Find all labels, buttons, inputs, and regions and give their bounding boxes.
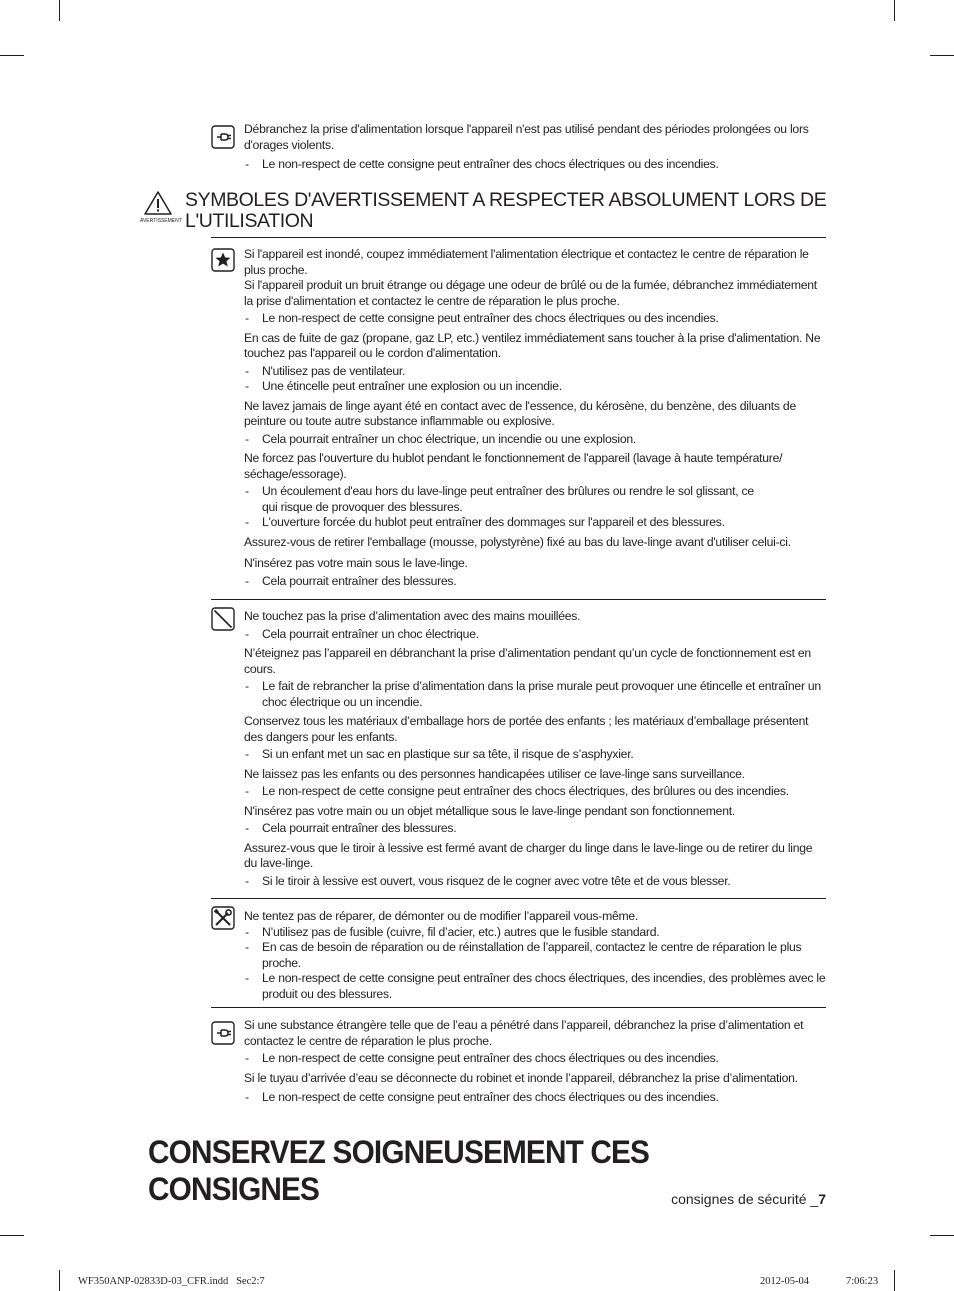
instruction: Si l'appareil produit un bruit étrange ou dégage une odeur de brûlé ou de la fumée, débranchez immédiatement la prise d'alimentation et contactez le centre de réparation le plus proche. [244, 278, 817, 308]
crop-mark [0, 55, 24, 56]
divider [211, 1007, 826, 1008]
instruction: Si une substance étrangère telle que de l’eau a pénétré dans l’appareil, débranchez la prise d’alimentation et contactez le centre de réparation le plus proche. [244, 1018, 804, 1048]
slug-time: 7:06:23 [846, 1276, 879, 1287]
instruction: En cas de fuite de gaz (propane, gaz LP, etc.) ventilez immédiatement sans toucher à la prise d'alimentation. Ne touchez pas l'appareil ou le cordon d'alimentation. [244, 330, 821, 360]
instruction: Assurez-vous de retirer l'emballage (mousse, polystyrène) fixé au bas du lave-linge avant d'utiliser celui-ci. [244, 534, 791, 549]
instruction: Ne lavez jamais de linge ayant été en contact avec de l'essence, du kérosène, du benzène, des diluants de peinture ou toute autre substance inflammable ou explosive. [244, 398, 796, 428]
instruction: Conservez tous les matériaux d’emballage hors de portée des enfants ; les matériaux d’emballage présentent des dangers pour les enfants. [244, 714, 809, 744]
bullet-item: - Le non-respect de cette consigne peut entraîner des chocs électriques ou des incendies. [244, 1051, 826, 1067]
section-heading: SYMBOLES D'AVERTISSEMENT A RESPECTER ABSOLUMENT LORS DE L'UTILISATION [185, 189, 827, 232]
bullet-item: - Le non-respect de cette consigne peut entraîner des chocs électriques ou des incendies. [244, 1090, 826, 1106]
instruction: Si le tuyau d’arrivée d’eau se déconnecte du robinet et inonde l’appareil, débranchez la prise d’alimentation. [244, 1070, 798, 1085]
page-number: 7 [818, 1191, 826, 1207]
warning-label: AVERTISSEMENT [140, 218, 182, 224]
bullet-item: - N’utilisez pas de fusible (cuivre, fil d’acier, etc.) autres que le fusible standard. [244, 925, 826, 941]
bullet-item: - N'utilisez pas de ventilateur. [244, 364, 826, 380]
instruction: N’éteignez pas l’appareil en débranchant la prise d’alimentation pendant qu’un cycle de fonctionnement est en cours. [244, 646, 811, 676]
repair-tools-icon [211, 906, 235, 930]
instruction: N'insérez pas votre main ou un objet métallique sous le lave-linge pendant son fonctionnement. [244, 803, 736, 818]
bullet-item: - Un écoulement d'eau hors du lave-linge peut entraîner des brûlures ou rendre le sol glissant, ce qui risque de provoquer des blessures. [244, 484, 762, 515]
prohibit-block-text [244, 609, 826, 889]
bullet-item: - Si le tiroir à lessive est ouvert, vous risquez de le cogner avec votre tête et de vous blesser. [244, 874, 826, 890]
instruction: Ne touchez pas la prise d’alimentation avec des mains mouillées. [244, 609, 581, 623]
divider [211, 898, 826, 899]
instruction: Ne forcez pas l'ouverture du hublot pendant le fonctionnement de l'appareil (lavage à haute température/ séchage/essorage). [244, 451, 783, 481]
bullet-item: - Le non-respect de cette consigne peut entraîner des chocs électriques, des brûlures ou des incendies. [244, 784, 826, 800]
star-icon [211, 248, 235, 272]
crop-mark [894, 1270, 895, 1291]
section-name: consignes de sécurité _ [671, 1191, 819, 1207]
instruction: Ne tentez pas de réparer, de démonter ou de modifier l’appareil vous-même. [244, 909, 639, 923]
warning-triangle-icon [144, 191, 172, 215]
unplug-icon [211, 1021, 235, 1045]
instruction: N'insérez pas votre main sous le lave-linge. [244, 556, 468, 570]
crop-mark [894, 0, 895, 21]
crop-mark [0, 1235, 24, 1236]
instruction: Si l'appareil est inondé, coupez immédiatement l'alimentation électrique et contactez le centre de réparation le plus proche. [244, 247, 809, 277]
slug-date: 2012-05-04 [760, 1276, 809, 1287]
bullet-item: - Le non-respect de cette consigne peut entraîner des chocs électriques ou des incendies. [244, 157, 826, 173]
crop-mark [930, 55, 954, 56]
bullet-item: - Si un enfant met un sac en plastique sur sa tête, il risque de s’asphyxier. [244, 747, 826, 763]
bullet-item: - Cela pourrait entraîner un choc électrique, un incendie ou une explosion. [244, 432, 826, 448]
bullet-item: - Cela pourrait entraîner des blessures. [244, 821, 826, 837]
divider [211, 237, 826, 238]
unplug-icon [211, 125, 235, 149]
bullet-item: - Cela pourrait entraîner un choc électrique. [244, 627, 826, 643]
bullet-item: - Une étincelle peut entraîner une explosion ou un incendie. [244, 379, 826, 395]
repair-block-text [244, 909, 826, 1002]
bullet-item: - Le fait de rebrancher la prise d’alimentation dans la prise murale peut provoquer une étincelle et entraîner un choc électrique ou un incendie. [244, 679, 826, 710]
bullet-item: - Le non-respect de cette consigne peut entraîner des chocs électriques ou des incendies. [244, 311, 826, 327]
instruction: Ne laissez pas les enfants ou des personnes handicapées utiliser ce lave-linge sans surveillance. [244, 766, 745, 781]
crop-mark [59, 1270, 60, 1291]
top-block-text [244, 122, 826, 173]
instruction: Débranchez la prise d'alimentation lorsque l'appareil n'est pas utilisé pendant des périodes prolongées ou lors d'orages violents. [244, 122, 809, 152]
bullet-item: - Le non-respect de cette consigne peut entraîner des chocs électriques, des incendies, des problèmes avec le produit ou des blessures. [244, 971, 826, 1002]
instruction: Assurez-vous que le tiroir à lessive est fermé avant de charger du linge dans le lave-linge ou de retirer du linge du lave-linge. [244, 840, 813, 870]
crop-mark [930, 1235, 954, 1236]
slug-file: WF350ANP-02833D-03_CFR.indd Sec2:7 [78, 1276, 265, 1287]
divider [211, 599, 826, 600]
bullet-item: - L'ouverture forcée du hublot peut entraîner des dommages sur l'appareil et des blessures. [244, 515, 826, 531]
crop-mark [59, 0, 60, 21]
bullet-item: - Cela pourrait entraîner des blessures. [244, 574, 826, 590]
unplug-block-text [244, 1018, 826, 1106]
prohibit-icon [211, 607, 235, 631]
page-title: CONSERVEZ SOIGNEUSEMENT CES CONSIGNES [148, 1134, 650, 1207]
bullet-item: - En cas de besoin de réparation ou de réinstallation de l’appareil, contactez le centre de réparation le plus proche. [244, 940, 826, 971]
star-block-text [244, 247, 826, 589]
page-footer [671, 1191, 826, 1207]
